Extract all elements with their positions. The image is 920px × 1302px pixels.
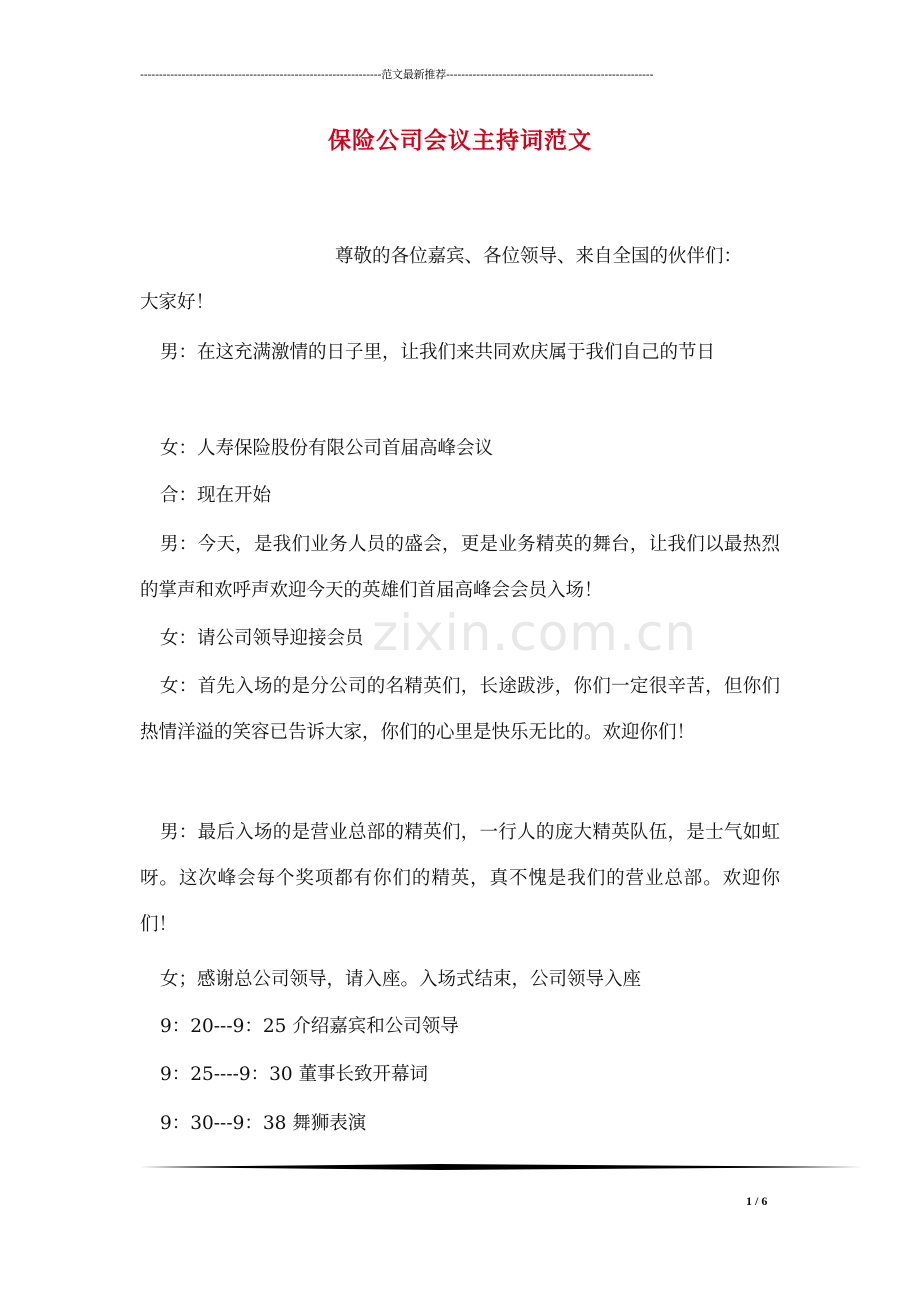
paragraph-male-3: 男：最后入场的是营业总部的精英们，一行人的庞大精英队伍，是士气如虹呀。这次峰会每个奖项都有你们的精英，真不愧是我们的营业总部。欢迎你们！ [140, 822, 780, 935]
paragraph-female-2: 女：请公司领导迎接会员 [160, 628, 364, 649]
paragraph-male-2: 男：今天，是我们业务人员的盛会，更是业务精英的舞台，让我们以最热烈的掌声和欢呼声欢迎今天的英雄们首届高峰会会员入场！ [140, 534, 780, 601]
greeting-line: 尊敬的各位嘉宾、各位领导、来自全国的伙伴们： [335, 246, 743, 267]
schedule-item-3: 9：30---9：38 舞狮表演 [160, 1113, 367, 1134]
page-number: 1 / 6 [746, 1194, 768, 1208]
paragraph-opening: 大家好！ [140, 292, 215, 313]
paragraph-together: 合：现在开始 [160, 485, 272, 506]
paragraph-female-1: 女：人寿保险股份有限公司首届高峰会议 [160, 438, 494, 459]
footer-rule [140, 1164, 862, 1170]
watermark: zixin.com.cn [372, 604, 698, 662]
paragraph-male-1: 男：在这充满激情的日子里，让我们来共同欢庆属于我们自己的节日 [160, 342, 716, 363]
page-header: ----------------------------------------------------------------范文最新推荐------------------------------------------------------- [140, 68, 654, 81]
schedule-item-2: 9：25----9：30 董事长致开幕词 [160, 1064, 429, 1085]
paragraph-female-3: 女：首先入场的是分公司的名精英们，长途跋涉，你们一定很辛苦，但你们热情洋溢的笑容已告诉大家，你们的心里是快乐无比的。欢迎你们！ [140, 676, 780, 743]
document-title: 保险公司会议主持词范文 [328, 127, 592, 154]
paragraph-female-4: 女；感谢总公司领导，请入座。入场式结束，公司领导入座 [160, 969, 642, 990]
schedule-item-1: 9：20---9：25 介绍嘉宾和公司领导 [160, 1016, 459, 1037]
